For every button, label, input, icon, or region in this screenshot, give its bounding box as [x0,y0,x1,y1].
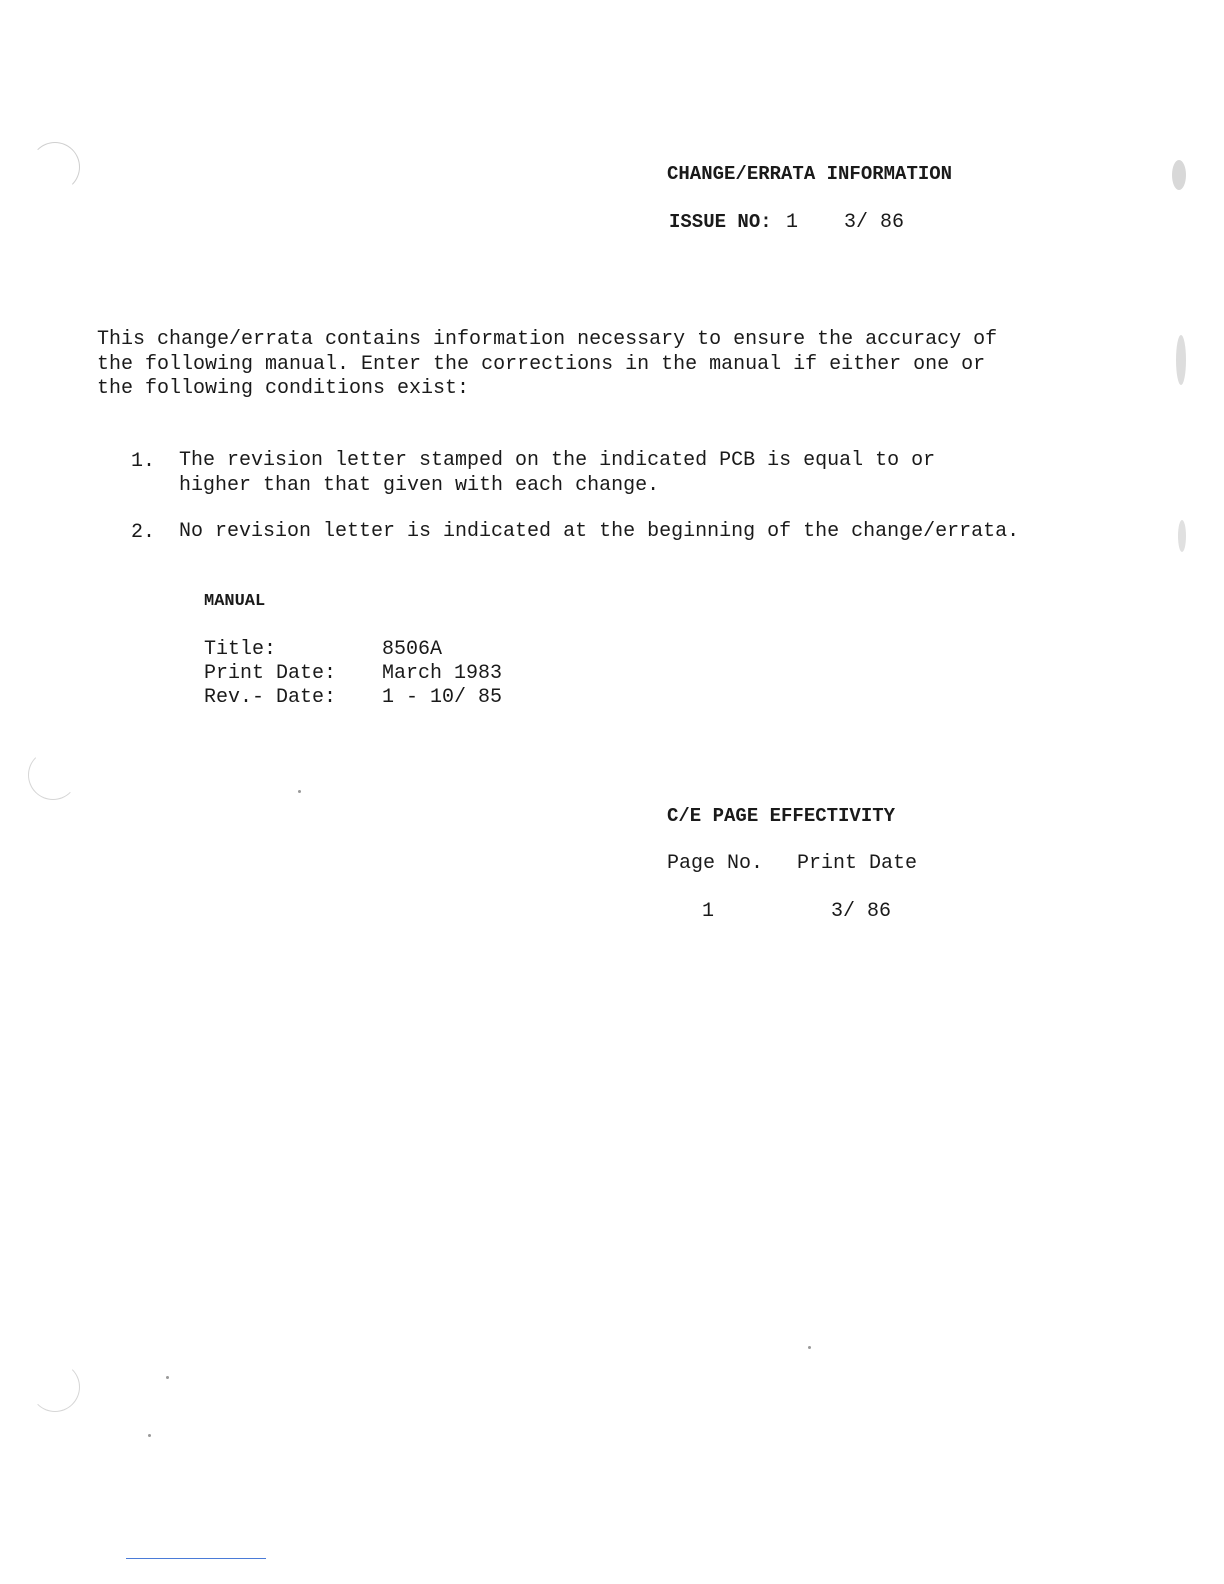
effectivity-row-date: 3/ 86 [831,900,892,923]
manual-rev-date-label: Rev.- Date: [204,686,337,709]
issue-date: 3/ 86 [844,211,905,234]
scan-speck [1172,160,1186,190]
manual-rev-date-value: 1 - 10/ 85 [382,686,503,709]
effectivity-heading: C/E PAGE EFFECTIVITY [667,805,896,827]
issue-number-label: ISSUE NO: [669,211,772,233]
effectivity-row-page: 1 [702,900,715,923]
condition-1-text [179,449,935,498]
manual-print-date-label: Print Date: [204,662,337,685]
scan-speck [298,790,301,793]
manual-print-date-value: March 1983 [382,662,503,685]
effectivity-date-column-header: Print Date [797,852,918,875]
scan-speck [166,1376,169,1379]
condition-line: No revision letter is indicated at the beginning of the change/errata. [179,520,1020,543]
manual-title-value: 8506A [382,638,443,661]
hole-punch-mark-top [30,142,80,192]
issue-number: 1 [786,211,799,234]
scan-speck [1176,335,1186,385]
condition-line: The revision letter stamped on the indicated PCB is equal to or [179,449,936,472]
condition-1-number: 1. [131,450,156,473]
document-title: CHANGE/ERRATA INFORMATION [667,163,953,185]
scan-speck [808,1346,811,1349]
scan-speck [148,1434,151,1437]
manual-title-label: Title: [204,638,277,661]
scan-speck [1178,520,1186,552]
intro-paragraph [97,328,997,402]
condition-line: higher than that given with each change. [179,473,660,497]
intro-line: This change/errata contains information necessary to ensure the accuracy of [97,328,998,351]
effectivity-page-column-header: Page No. [667,852,764,875]
intro-line: the following manual. Enter the corrections in the manual if either one or [97,352,986,376]
manual-heading: MANUAL [204,592,266,611]
hole-punch-mark-bottom [30,1362,80,1412]
intro-line: the following conditions exist: [97,377,470,400]
condition-2-number: 2. [131,521,156,544]
condition-2-text [179,520,1019,545]
hole-punch-mark-middle [28,750,78,800]
bottom-edge-line [126,1558,266,1559]
